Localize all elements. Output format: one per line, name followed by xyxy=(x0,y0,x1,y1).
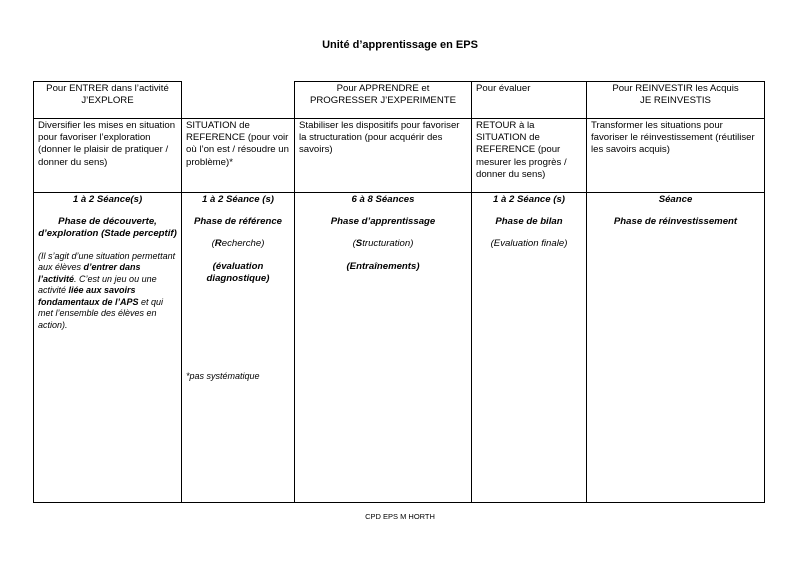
header-empty xyxy=(182,82,295,119)
header-evaluer xyxy=(472,82,587,119)
phase-name: Phase d’apprentissage xyxy=(330,216,436,228)
note-bold: d’entrer dans l’activité xyxy=(38,262,141,284)
description-row xyxy=(34,119,765,193)
sub-rest: tructuration) xyxy=(362,238,414,250)
phase-note xyxy=(38,251,177,332)
header-line: J’EXPLORE xyxy=(81,95,134,107)
note-text: . C’est un jeu ou une activité xyxy=(38,273,157,296)
phase-sub2: (évaluation diagnostique) xyxy=(206,260,270,284)
seances-count: 1 à 2 Séance(s) xyxy=(72,194,143,205)
unit-table xyxy=(33,81,765,503)
phase-sub: (Evaluation finale) xyxy=(490,238,568,250)
description-cell: Transformer les situations pour favoriser le réinvestissement (réutiliser les savoirs acquis) xyxy=(587,119,765,193)
note-bold: liée aux savoirs fondamentaux de l’APS xyxy=(38,285,139,307)
phase-sub: (Recherche) xyxy=(211,238,265,250)
header-line: Pour évaluer xyxy=(476,83,531,94)
footer: CPD EPS M HORTH xyxy=(365,512,435,521)
description-cell: RETOUR à la SITUATION de REFERENCE (pour mesurer les progrès / donner du sens) xyxy=(472,119,587,193)
header-line: Pour REINVESTIR les Acquis xyxy=(612,83,739,94)
header-reinvestis xyxy=(587,82,765,119)
header-line: PROGRESSER J’EXPERIMENTE xyxy=(309,95,457,107)
header-explore xyxy=(34,82,182,119)
header-line: Pour APPRENDRE et xyxy=(336,83,430,94)
phase-name: Phase de réinvestissement xyxy=(613,216,738,228)
seances-count: 1 à 2 Séance (s) xyxy=(493,194,565,205)
document-title: Unité d’apprentissage en EPS xyxy=(322,39,478,51)
header-line: JE REINVESTIS xyxy=(640,95,711,107)
note-text: (Il s’agit d’une situation permettant aux élèves xyxy=(38,250,176,273)
header-line: Pour ENTRER dans l’activité xyxy=(46,83,169,94)
description-cell: Stabiliser les dispositifs pour favoriser la structuration (pour acquérir des savoirs) xyxy=(295,119,472,193)
header-experimente xyxy=(295,82,472,119)
phase-name: Phase de référence xyxy=(194,216,282,228)
sub-rest: echerche) xyxy=(221,238,265,250)
phase-cell-explore xyxy=(34,193,182,503)
description-cell: Diversifier les mises en situation pour favoriser l’exploration (donner le plaisir de pratiquer / donner du sens) xyxy=(34,119,182,193)
description-cell: SITUATION de REFERENCE (pour voir où l’on est / résoudre un problème)* xyxy=(182,119,295,193)
seances-count: 1 à 2 Séance (s) xyxy=(202,194,274,205)
phase-name: Phase de découverte, d’exploration (Stade perceptif) xyxy=(38,216,177,240)
sub-initial: S xyxy=(355,238,363,250)
phase-cell-apprentissage xyxy=(295,193,472,503)
footnote: *pas systématique xyxy=(186,371,260,382)
note-text: et qui met l’ensemble des élèves en action). xyxy=(38,296,164,330)
phase-row xyxy=(34,193,765,503)
seances-count: 6 à 8 Séances xyxy=(351,194,415,205)
phase-name: Phase de bilan xyxy=(495,216,563,228)
seances-count: Séance xyxy=(658,194,693,205)
phase-sub2: (Entraînements) xyxy=(346,260,420,272)
sub-initial: R xyxy=(214,238,222,250)
phase-cell-bilan xyxy=(472,193,587,503)
phase-sub: (Structuration) xyxy=(352,238,414,250)
phase-cell-reinvestissement xyxy=(587,193,765,503)
phase-cell-reference xyxy=(182,193,295,503)
header-row xyxy=(34,82,765,119)
